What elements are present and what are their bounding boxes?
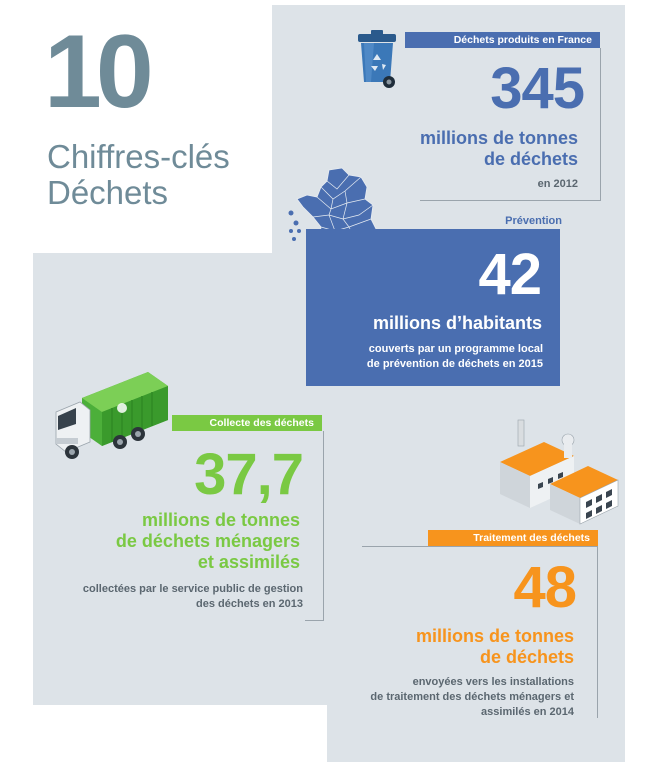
title-line-2: Déchets [47,174,169,211]
unit-prevention: millions d’habitants [372,313,542,333]
number-traitement: 48 [513,555,576,620]
title-number: 10 [44,14,148,130]
bracket-collecte [305,431,324,621]
divider-traitement [362,546,598,547]
tag-prevention: Prévention [505,215,562,227]
factory-icon [498,418,623,526]
tag-traitement: Traitement des déchets [428,530,598,546]
detail-collecte-line-1: collectées par le service public de gestion [82,583,303,595]
unit-collecte-line-3: et assimilés [197,552,300,572]
unit-traitement-line-2: de déchets [479,647,574,667]
bracket-traitement-side [597,546,598,718]
unit-collecte-line-1: millions de tonnes [141,510,300,530]
garbage-truck-icon [50,368,175,463]
detail-dechets: en 2012 [537,178,578,190]
unit-collecte-line-2: de déchets ménagers [115,531,300,551]
title-line-1: Chiffres-clés [47,138,230,175]
number-dechets: 345 [490,56,584,121]
trash-bin-icon [354,30,404,90]
detail-traitement-line-1: envoyées vers les installations [412,676,574,688]
detail-collecte-line-2: des déchets en 2013 [195,598,303,610]
detail-prevention-line-1: couverts par un programme local [368,343,543,355]
panel-bottom-right [327,700,625,762]
tag-collecte: Collecte des déchets [172,415,322,431]
tag-dechets: Déchets produits en France [405,32,600,48]
number-prevention: 42 [478,242,541,307]
detail-traitement-line-2: de traitement des déchets ménagers et [370,691,574,703]
unit-traitement-line-1: millions de tonnes [415,626,574,646]
unit-dechets-line-2: de déchets [483,149,578,169]
number-collecte: 37,7 [194,442,303,507]
detail-prevention-line-2: de prévention de déchets en 2015 [366,358,543,370]
detail-traitement-line-3: assimilés en 2014 [481,706,574,718]
unit-dechets-line-1: millions de tonnes [419,128,578,148]
